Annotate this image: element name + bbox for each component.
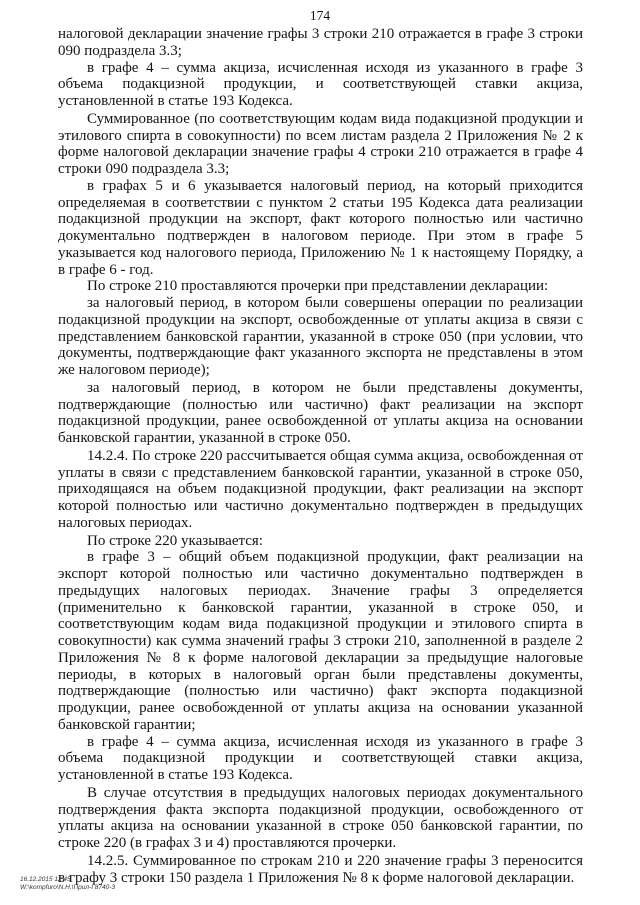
paragraph: Суммированное (по соответствующим кодам вида подакцизной продукции и этилового спирта в совокупности) по всем листам раздела 2 Приложения № 2 к форме налоговой декларации значение графы 4 строки 210 отражается в графе 4 строки 090 подраздела 3.3; xyxy=(58,110,583,177)
paragraph: за налоговый период, в котором не были представлены документы, подтверждающие (полностью или частично) факт реализации на экспорт подакцизной продукции, ранее освобожденной от уплаты акциза на основании банковской гарантии, указанной в строке 050. xyxy=(58,379,583,446)
paragraph: налоговой декларации значение графы 3 строки 210 отражается в графе 3 строки 090 подраздела 3.3; xyxy=(58,26,583,59)
footer-timestamp: 16.12.2015 12:45 xyxy=(20,876,71,883)
paragraph: По строке 210 проставляются прочерки при представлении декларации: xyxy=(87,278,549,295)
paragraph: 14.2.5. Суммированное по строкам 210 и 220 значение графы 3 переносится в графу 3 строки 150 раздела 1 Приложения № 8 к форме налоговой декларации. xyxy=(58,852,583,886)
footer-file-path: W:\kompfuro\N.H.\Прил-Г8740-3 xyxy=(20,884,115,891)
body-text xyxy=(58,26,583,886)
page-number: 174 xyxy=(309,8,331,23)
footer-stamp xyxy=(20,876,115,892)
paragraph: в графе 3 – общий объем подакцизной продукции, факт реализации на экспорт которой полностью или частично документально подтвержден в предыдущих налоговых периодах. Значение графы 3 определяется (применительно к банковской гарантии, указанной в строке 050, и соответствующим кодам вида подакцизной продукции и этилового спирта в совокупности) как сумма значений графы 3 строки 210, заполненной в разделе 2 Приложения № 8 к форме налоговой декларации за предыдущие налоговые периоды, в которых в налоговый орган были представлены документы, подтверждающие (полностью или частично) факт экспорта подакцизной продукции, ранее освобожденной от уплаты акциза на основании указанной банковской гарантии; xyxy=(58,549,583,733)
paragraph: в графе 4 – сумма акциза, исчисленная исходя из указанного в графе 3 объема подакцизной продукции, и соответствующей ставки акциза, установленной в статье 193 Кодекса. xyxy=(58,59,583,109)
paragraph: за налоговый период, в котором были совершены операции по реализации подакцизной продукции на экспорт, освобожденные от уплаты акциза в связи с представлением банковской гарантии, указанной в строке 050 (при условии, что документы, подтверждающие факт указанного экспорта не представлены в этом же налоговом периоде); xyxy=(58,295,583,378)
paragraph: в графах 5 и 6 указывается налоговый период, на который приходится определяемая в соответствии с пунктом 2 статьи 195 Кодекса дата реализации подакцизной продукции на экспорт, факт которого полностью или частично документально подтвержден в налоговом периоде. При этом в графе 5 указывается код налогового периода, Приложению № 1 к настоящему Порядку, а в графе 6 - год. xyxy=(58,177,583,278)
paragraph: 14.2.4. По строке 220 рассчитывается общая сумма акциза, освобожденная от уплаты в связи с представлением банковской гарантии, указанной в строке 050, приходящаяся на объем подакцизной продукции, факт реализации на экспорт которой полностью или частично документально подтвержден в предыдущих налоговых периодах. xyxy=(58,447,583,531)
paragraph: По строке 220 указывается: xyxy=(87,532,263,549)
paragraph: в графе 4 – сумма акциза, исчисленная исходя из указанного в графе 3 объема подакцизной продукции и соответствующей ставки акциза, установленной в статье 193 Кодекса. xyxy=(58,733,583,783)
paragraph: В случае отсутствия в предыдущих налоговых периодах документального подтверждения факта экспорта подакцизной продукции, освобожденного от уплаты акциза на основании указанной в строке 050 банковской гарантии, по строке 220 (в графах 3 и 4) проставляются прочерки. xyxy=(58,784,583,851)
